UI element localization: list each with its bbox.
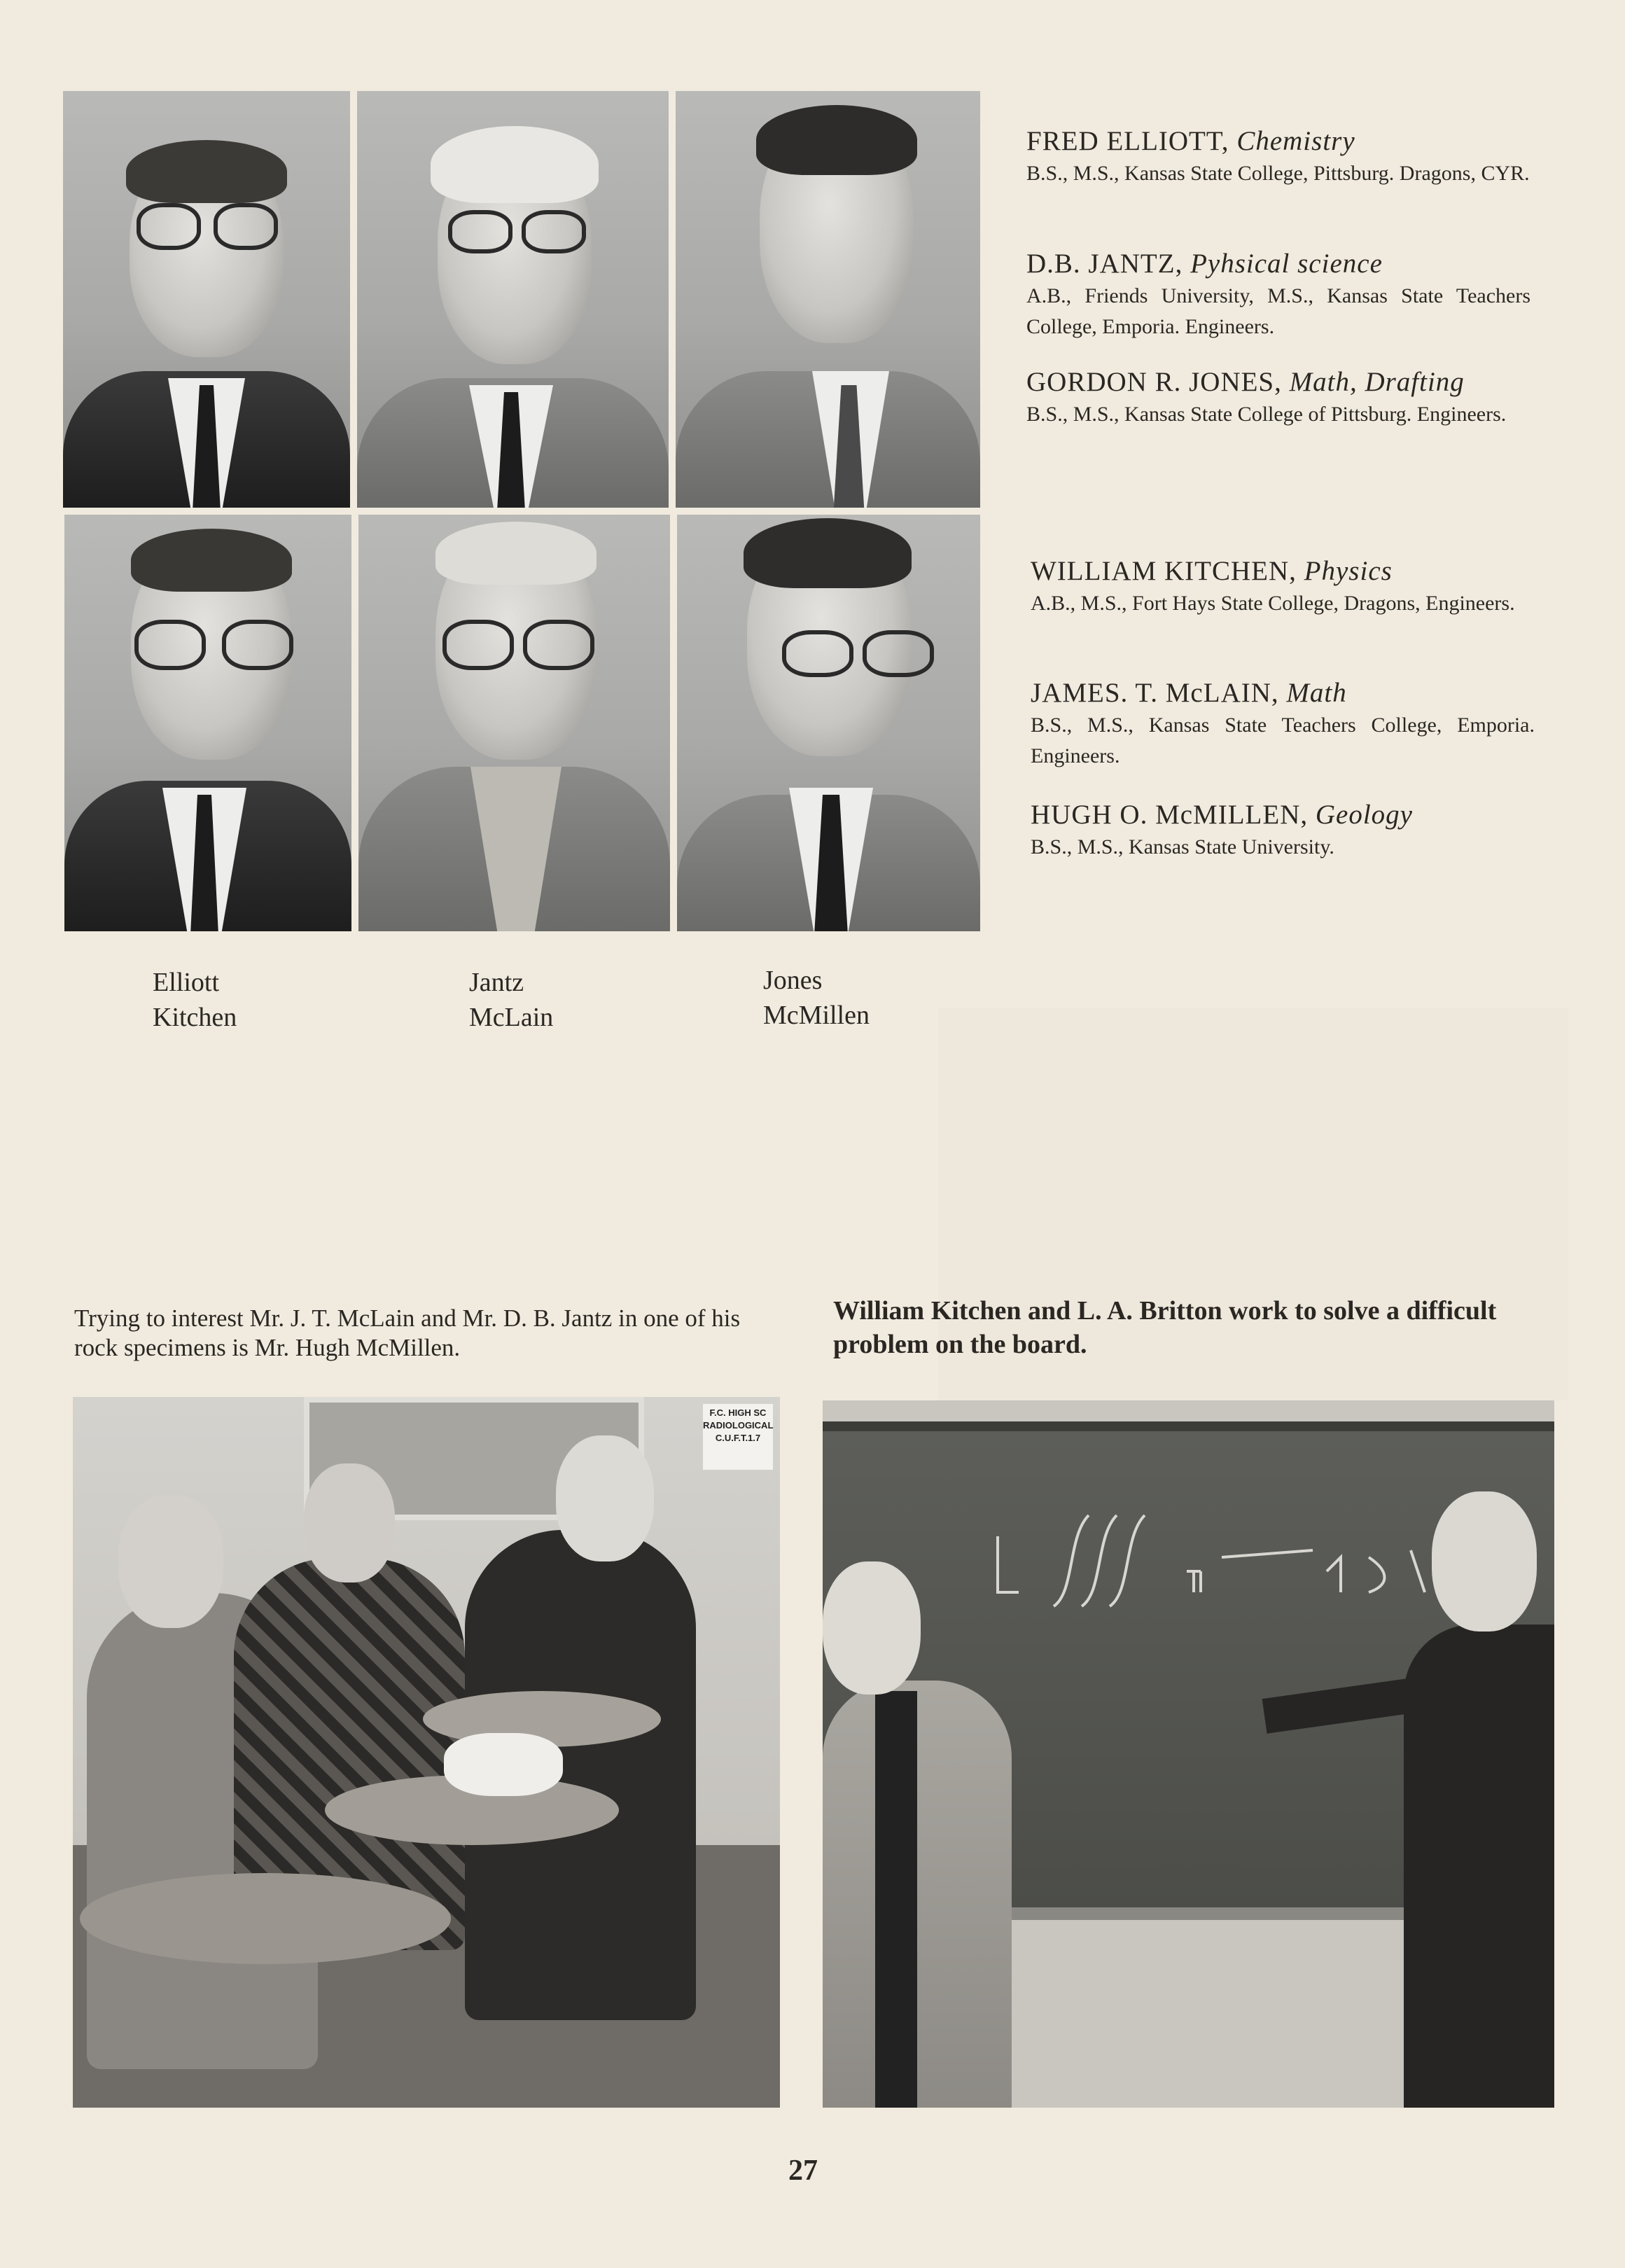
bio-mclain xyxy=(1031,676,1535,772)
student-head xyxy=(823,1561,921,1695)
bio-jantz xyxy=(1026,247,1530,342)
person-middle-head xyxy=(304,1463,395,1582)
portrait-kitchen xyxy=(64,515,351,931)
right-photo-caption: William Kitchen and L. A. Britton work to solve a difficult problem on the board. xyxy=(833,1296,1497,1359)
bio-name: JAMES. T. McLAIN, Math xyxy=(1031,678,1347,708)
portrait-mcmillen xyxy=(677,515,980,931)
portrait-caption-col-3: Jones McMillen xyxy=(763,966,870,1030)
wall-sign: F.C. HIGH SC RADIOLOGICAL C.U.F.T.1.7 xyxy=(703,1404,773,1470)
bio-detail: A.B., M.S., Fort Hays State College, Dragons, Engineers. xyxy=(1031,592,1515,615)
bio-name: HUGH O. McMILLEN, Geology xyxy=(1031,800,1413,830)
portrait-mclain xyxy=(358,515,670,931)
person-right-head xyxy=(556,1435,654,1561)
photo-blackboard xyxy=(823,1400,1554,2108)
portrait-jantz xyxy=(357,91,669,508)
bio-name: GORDON R. JONES, Math, Drafting xyxy=(1026,367,1465,397)
bio-detail: A.B., Friends University, M.S., Kansas State Teachers College, Emporia. Engineers. xyxy=(1026,284,1530,338)
portrait-caption-col-2: Jantz McLain xyxy=(469,968,554,1032)
person-left-head xyxy=(118,1495,223,1628)
bio-detail: B.S., M.S., Kansas State Teachers College, Emporia. Engineers. xyxy=(1031,714,1535,767)
teacher-body xyxy=(1404,1625,1554,2108)
bio-detail: B.S., M.S., Kansas State College of Pittsburg. Engineers. xyxy=(1026,403,1507,426)
desk-left xyxy=(80,1873,451,1964)
page-number: 27 xyxy=(788,2155,818,2187)
bio-name: D.B. JANTZ, Pyhsical science xyxy=(1026,249,1383,279)
portrait-caption-col-1: Elliott Kitchen xyxy=(153,968,237,1032)
bio-detail: B.S., M.S., Kansas State College, Pittsburg. Dragons, CYR. xyxy=(1026,162,1530,185)
student-body xyxy=(823,1681,1012,2108)
bio-kitchen xyxy=(1031,555,1535,619)
student-tie xyxy=(875,1691,917,2108)
bio-name: FRED ELLIOTT, Chemistry xyxy=(1026,126,1355,156)
bio-detail: B.S., M.S., Kansas State University. xyxy=(1031,835,1334,858)
teacher-head xyxy=(1432,1491,1537,1632)
bio-mcmillen xyxy=(1031,798,1535,863)
portrait-jones xyxy=(676,91,980,508)
rock-specimen xyxy=(444,1733,563,1796)
bio-name: WILLIAM KITCHEN, Physics xyxy=(1031,556,1393,586)
chalk-equation xyxy=(991,1494,1481,1620)
left-photo-caption: Trying to interest Mr. J. T. McLain and Mr. D. B. Jantz in one of his rock specimens is Mr. Hugh McMillen. xyxy=(74,1305,741,1361)
bio-jones xyxy=(1026,366,1530,430)
bio-elliott xyxy=(1026,125,1530,189)
portrait-elliott xyxy=(63,91,350,508)
photo-rock-specimen xyxy=(73,1397,780,2108)
